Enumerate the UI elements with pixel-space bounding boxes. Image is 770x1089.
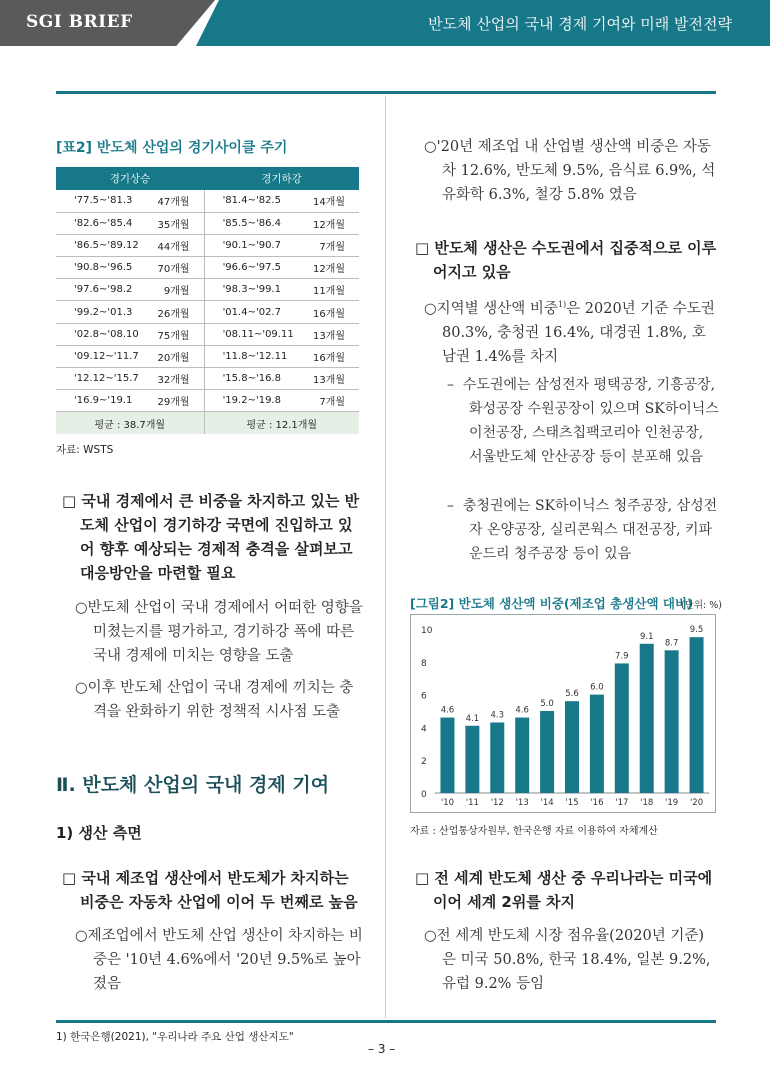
table-cell-down-months: 14개월 — [305, 190, 359, 212]
column-divider — [385, 96, 386, 1018]
left-sub-bullet-3: ○제조업에서 반도체 산업 생산이 차지하는 비중은 '10년 4.6%에서 '20년 9.5%로 높아졌음 — [75, 928, 363, 992]
x-tick-label: '14 — [540, 798, 554, 808]
bar — [590, 695, 604, 793]
table-cell-up-months: 26개월 — [150, 301, 205, 323]
left-sub-bullet-1: ○반도체 산업이 국내 경제에서 어떠한 영향을 미쳤는지를 평가하고, 경기하강 폭에 따른 국내 경제에 미치는 영향을 도출 — [75, 600, 363, 664]
right-dash-1: – 수도권에는 삼성전자 평택공장, 기흥공장, 화성공장 수원공장이 있으며 SK하이닉스 이천공장, 스태츠칩팩코리아 인천공장, 서울반도체 안산공장 등이 분포해 있음 — [447, 377, 719, 465]
bar — [490, 722, 504, 793]
chart-title: [그림2] 반도체 생산액 비중(제조업 총생산액 대비) — [410, 596, 693, 611]
table-cell-up-months: 20개월 — [150, 345, 205, 367]
bar-value-label: 4.3 — [490, 710, 505, 721]
table-head-up: 경기상승 — [56, 167, 204, 190]
bar-value-label: 5.6 — [565, 689, 579, 700]
table-cell-down-period: '85.5~'86.4 — [204, 212, 305, 234]
table-row — [56, 301, 359, 323]
bar — [515, 718, 529, 793]
table-cell-up-months: 32개월 — [150, 368, 205, 390]
table-cell-up-period: '86.5~'89.12 — [56, 234, 150, 256]
bar-value-label: 8.7 — [664, 638, 679, 649]
bar-value-label: 9.5 — [689, 625, 704, 636]
bar — [665, 650, 679, 793]
x-tick-label: '11 — [465, 798, 479, 808]
y-tick-label: 8 — [421, 658, 427, 669]
bar-value-label: 9.1 — [639, 631, 654, 642]
y-tick-label: 6 — [421, 691, 427, 702]
table-cell-up-period: '02.8~'08.10 — [56, 323, 150, 345]
table-cell-up-months: 75개월 — [150, 323, 205, 345]
right-dash-2: – 충청권에는 SK하이닉스 청주공장, 삼성전자 온양공장, 실리콘웍스 대전공장, 키파운드리 청주공장 등이 있음 — [447, 498, 718, 562]
table-cell-up-months: 29개월 — [150, 390, 205, 412]
y-tick-label: 2 — [421, 757, 427, 768]
x-tick-label: '16 — [590, 798, 604, 808]
table-cell-up-period: '82.6~'85.4 — [56, 212, 150, 234]
table-cell-down-period: '90.1~'90.7 — [204, 234, 305, 256]
table-cell-up-period: '16.9~'19.1 — [56, 390, 150, 412]
table-avg-down: 평균 : 12.1개월 — [204, 412, 359, 434]
table-cell-down-period: '11.8~'12.11 — [204, 345, 305, 367]
bar-value-label: 4.6 — [515, 705, 529, 716]
table-cell-down-period: '08.11~'09.11 — [204, 323, 305, 345]
bar-value-label: 4.6 — [440, 705, 455, 716]
table-head-down: 경기하강 — [204, 167, 359, 190]
table-cell-up-months: 70개월 — [150, 257, 205, 279]
bar — [465, 726, 479, 793]
table-cell-up-period: '12.12~'15.7 — [56, 368, 150, 390]
table-cell-down-period: '01.4~'02.7 — [204, 301, 305, 323]
table-row — [56, 323, 359, 345]
table-cell-down-months: 13개월 — [305, 323, 359, 345]
table-cell-up-period: '97.6~'98.2 — [56, 279, 150, 301]
header-title: 반도체 산업의 국내 경제 기여와 미래 발전전략 — [428, 15, 732, 33]
table-cell-up-months: 35개월 — [150, 212, 205, 234]
table-row — [56, 368, 359, 390]
right-sub-bullet-1: ○'20년 제조업 내 산업별 생산액 비중은 자동차 12.6%, 반도체 9.5%, 음식료 6.9%, 석유화학 6.3%, 철강 5.8% 였음 — [424, 139, 716, 203]
page-number: – 3 – — [368, 1042, 396, 1056]
right-bullet-1: □ 반도체 생산은 수도권에서 집중적으로 이루어지고 있음 — [415, 239, 717, 281]
bar — [640, 644, 654, 793]
table-row — [56, 190, 359, 212]
bar-value-label: 7.9 — [615, 651, 629, 662]
right-sub-bullet-3: ○전 세계 반도체 시장 점유율(2020년 기준)은 미국 50.8%, 한국 18.4%, 일본 9.2%, 유럽 9.2% 등임 — [424, 928, 711, 992]
table-cell-down-period: '19.2~'19.8 — [204, 390, 305, 412]
table-title: [표2] 반도체 산업의 경기사이클 주기 — [56, 140, 288, 156]
brand-label: SGI BRIEF — [26, 12, 133, 32]
right-sub-bullet-2: ○지역별 생산액 비중$^{1)}$은 2020년 기준 수도권 80.3%, 충청권 16.4%, 대경권 1.8%, 호남권 1.4%를 차지 — [424, 300, 715, 365]
table-row — [56, 212, 359, 234]
bar — [440, 718, 454, 793]
left-bullet-1: □ 국내 경제에서 큰 비중을 차지하고 있는 반도체 산업이 경기하강 국면에 진입하고 있어 향후 예상되는 경제적 충격을 살펴보고 대응방안을 마련할 필요 — [62, 492, 360, 582]
table-cell-down-months: 11개월 — [305, 279, 359, 301]
table-cell-down-period: '96.6~'97.5 — [204, 257, 305, 279]
sub-title: 1) 생산 측면 — [56, 824, 142, 842]
x-tick-label: '10 — [440, 798, 455, 808]
table-cell-up-months: 47개월 — [150, 190, 205, 212]
footnote: 1) 한국은행(2021), "우리나라 주요 산업 생산지도" — [56, 1031, 294, 1043]
table-cell-down-months: 12개월 — [305, 257, 359, 279]
x-tick-label: '20 — [689, 798, 704, 808]
x-tick-label: '18 — [640, 798, 654, 808]
right-bullet-2: □ 전 세계 반도체 생산 중 우리나라는 미국에 이어 세계 2위를 차지 — [415, 869, 713, 911]
bar — [540, 711, 554, 793]
bar-chart — [411, 615, 715, 812]
bar-value-label: 4.1 — [465, 713, 480, 724]
table-row — [56, 390, 359, 412]
table-cell-down-months: 16개월 — [305, 345, 359, 367]
table-cell-up-period: '09.12~'11.7 — [56, 345, 150, 367]
table-cell-down-period: '81.4~'82.5 — [204, 190, 305, 212]
table-row — [56, 257, 359, 279]
bar-value-label: 6.0 — [590, 682, 604, 693]
cycle-table — [56, 167, 359, 434]
chart-unit: (단위: %) — [681, 600, 723, 611]
table-cell-down-months: 7개월 — [305, 234, 359, 256]
table-cell-up-months: 44개월 — [150, 234, 205, 256]
section-title: Ⅱ. 반도체 산업의 국내 경제 기여 — [56, 774, 330, 796]
table-cell-up-months: 9개월 — [150, 279, 205, 301]
bar — [615, 663, 629, 793]
y-tick-label: 0 — [421, 790, 427, 800]
left-bullet-2: □ 국내 제조업 생산에서 반도체가 차지하는 비중은 자동차 산업에 이어 두 번째로 높음 — [62, 869, 358, 911]
chart-frame — [410, 614, 716, 813]
bar-value-label: 5.0 — [540, 699, 554, 709]
y-tick-label: 10 — [421, 626, 433, 636]
bar — [690, 637, 704, 793]
x-tick-label: '15 — [565, 798, 579, 808]
table-source: 자료: WSTS — [56, 444, 114, 456]
top-rule — [56, 91, 716, 94]
table-cell-down-period: '98.3~'99.1 — [204, 279, 305, 301]
table-cell-down-period: '15.8~'16.8 — [204, 368, 305, 390]
x-tick-label: '19 — [665, 798, 679, 808]
bottom-rule — [56, 1020, 716, 1023]
table-cell-up-period: '90.8~'96.5 — [56, 257, 150, 279]
x-tick-label: '13 — [515, 798, 529, 808]
x-tick-label: '17 — [615, 798, 629, 808]
table-cell-down-months: 12개월 — [305, 212, 359, 234]
bar — [565, 701, 579, 793]
table-row — [56, 234, 359, 256]
table-cell-up-period: '77.5~'81.3 — [56, 190, 150, 212]
table-cell-down-months: 13개월 — [305, 368, 359, 390]
y-tick-label: 4 — [421, 724, 427, 735]
table-row — [56, 345, 359, 367]
table-row — [56, 279, 359, 301]
left-sub-bullet-2: ○이후 반도체 산업이 국내 경제에 끼치는 충격을 완화하기 위한 정책적 시사점 도출 — [75, 680, 354, 720]
table-cell-down-months: 16개월 — [305, 301, 359, 323]
chart-source: 자료 : 산업통상자원부, 한국은행 자료 이용하여 자체계산 — [410, 826, 658, 837]
x-tick-label: '12 — [490, 798, 504, 808]
table-avg-up: 평균 : 38.7개월 — [56, 412, 204, 434]
table-cell-down-months: 7개월 — [305, 390, 359, 412]
table-cell-up-period: '99.2~'01.3 — [56, 301, 150, 323]
